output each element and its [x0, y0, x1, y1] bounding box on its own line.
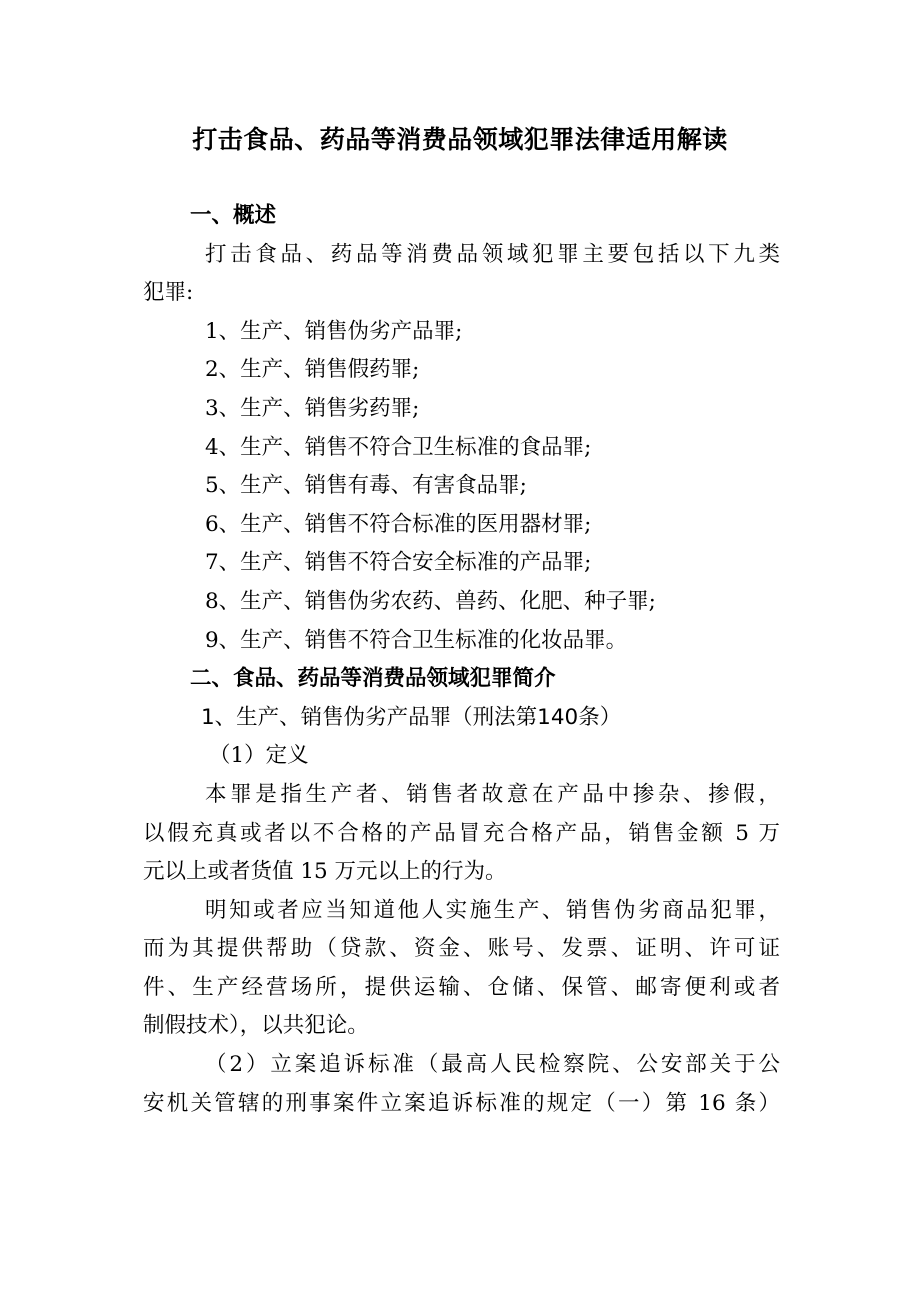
definition-heading: （1）定义: [209, 743, 309, 769]
paragraph-line: 而为其提供帮助（贷款、资金、账号、发票、证明、许可证: [143, 936, 780, 962]
paragraph-line: 打击食品、药品等消费品领域犯罪主要包括以下九类: [205, 241, 780, 267]
list-item: 3、生产、销售劣药罪;: [205, 395, 420, 421]
list-item: 7、生产、销售不符合安全标准的产品罪;: [205, 550, 592, 576]
paragraph-line: 元以上或者货值 15 万元以上的行为。: [143, 859, 507, 885]
paragraph-line: 以假充真或者以不合格的产品冒充合格产品，销售金额 5 万: [143, 820, 780, 846]
list-item: 8、生产、销售伪劣农药、兽药、化肥、种子罪;: [205, 588, 656, 614]
document-title: 打击食品、药品等消费品领域犯罪法律适用解读: [192, 125, 728, 154]
section-heading: 二、食品、药品等消费品领域犯罪简介: [190, 666, 556, 692]
list-item: 6、生产、销售不符合标准的医用器材罪;: [205, 511, 592, 537]
paragraph-line: （2）立案追诉标准（最高人民检察院、公安部关于公: [205, 1052, 780, 1078]
list-item: 2、生产、销售假药罪;: [205, 357, 420, 383]
paragraph-line: 件、生产经营场所，提供运输、仓储、保管、邮寄便利或者: [143, 974, 780, 1000]
subsection-heading: 1、生产、销售伪劣产品罪（刑法第140条）: [201, 704, 622, 730]
paragraph-line: 安机关管辖的刑事案件立案追诉标准的规定（一）第 16 条）: [143, 1090, 780, 1116]
list-item: 5、生产、销售有毒、有害食品罪;: [205, 473, 527, 499]
paragraph-line: 犯罪:: [143, 280, 194, 306]
section-heading: 一、概述: [190, 203, 277, 228]
list-item: 4、生产、销售不符合卫生标准的食品罪;: [205, 434, 592, 460]
list-item: 9、生产、销售不符合卫生标准的化妆品罪。: [205, 627, 628, 653]
document-body: [143, 197, 780, 1123]
list-item: 1、生产、销售伪劣产品罪;: [205, 318, 463, 344]
paragraph-line: 制假技术），以共犯论。: [143, 1013, 369, 1039]
paragraph-line: 本罪是指生产者、销售者故意在产品中掺杂、掺假，: [205, 781, 780, 807]
paragraph-line: 明知或者应当知道他人实施生产、销售伪劣商品犯罪，: [205, 897, 780, 923]
